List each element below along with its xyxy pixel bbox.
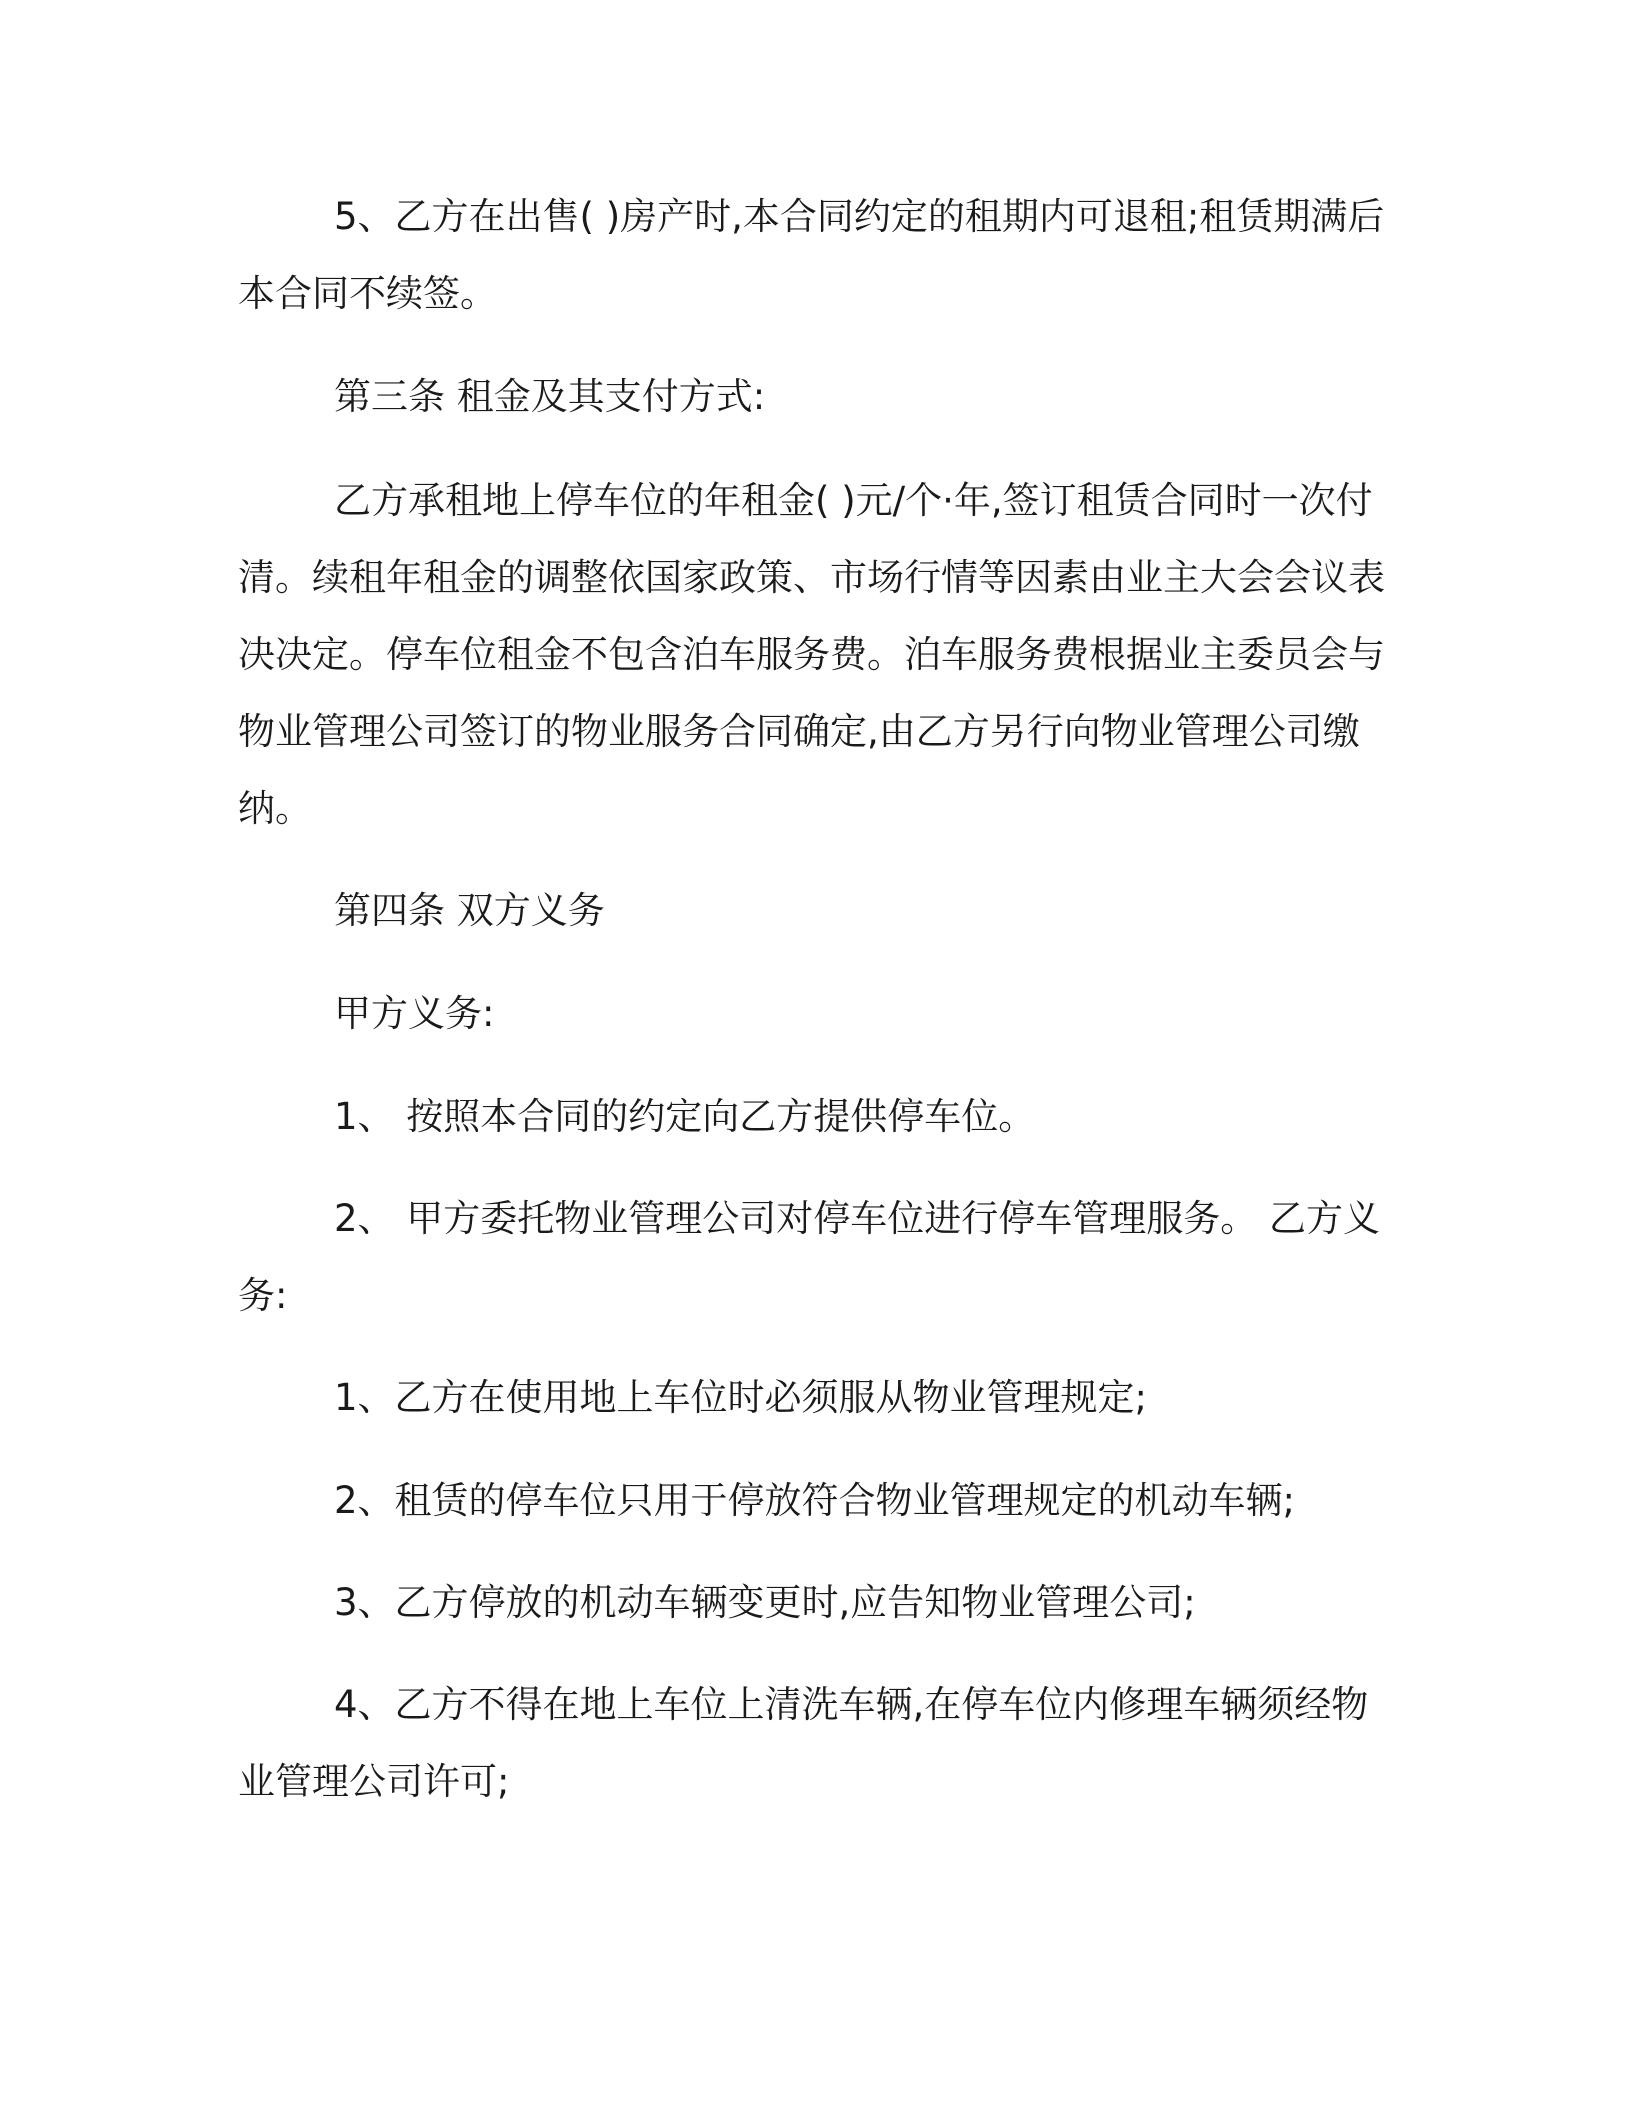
party-a-obligation-2: 2、 甲方委托物业管理公司对停车位进行停车管理服务。 乙方义务: xyxy=(238,1197,1381,1317)
paragraph-rent-payment: 乙方承租地上停车位的年租金( )元/个·年,签订租赁合同时一次付清。续租年租金的调整依国家政策、市场行情等因素由业主大会会议表决决定。停车位租金不包含泊车服务费。泊车服务费根据业主委员会与物业管理公司签订的物业服务合同确定,由乙方另行向物业管理公司缴纳。 xyxy=(238,479,1385,830)
party-b-obligation-1: 1、乙方在使用地上车位时必须服从物业管理规定; xyxy=(334,1376,1148,1419)
party-b-obligation-4: 4、乙方不得在地上车位上清洗车辆,在停车位内修理车辆须经物业管理公司许可; xyxy=(238,1683,1369,1803)
party-b-obligation-2: 2、租赁的停车位只用于停放符合物业管理规定的机动车辆; xyxy=(334,1479,1296,1522)
heading-party-a-obligations: 甲方义务: xyxy=(334,992,495,1035)
party-b-obligation-3: 3、乙方停放的机动车辆变更时,应告知物业管理公司; xyxy=(334,1581,1196,1624)
paragraph-article-2-item-5: 5、乙方在出售( )房产时,本合同约定的租期内可退租;租赁期满后本合同不续签。 xyxy=(238,195,1385,315)
party-a-obligation-1: 1、 按照本合同的约定向乙方提供停车位。 xyxy=(334,1095,1036,1138)
heading-article-4: 第四条 双方义务 xyxy=(334,889,605,932)
heading-article-3: 第三条 租金及其支付方式: xyxy=(334,375,766,418)
